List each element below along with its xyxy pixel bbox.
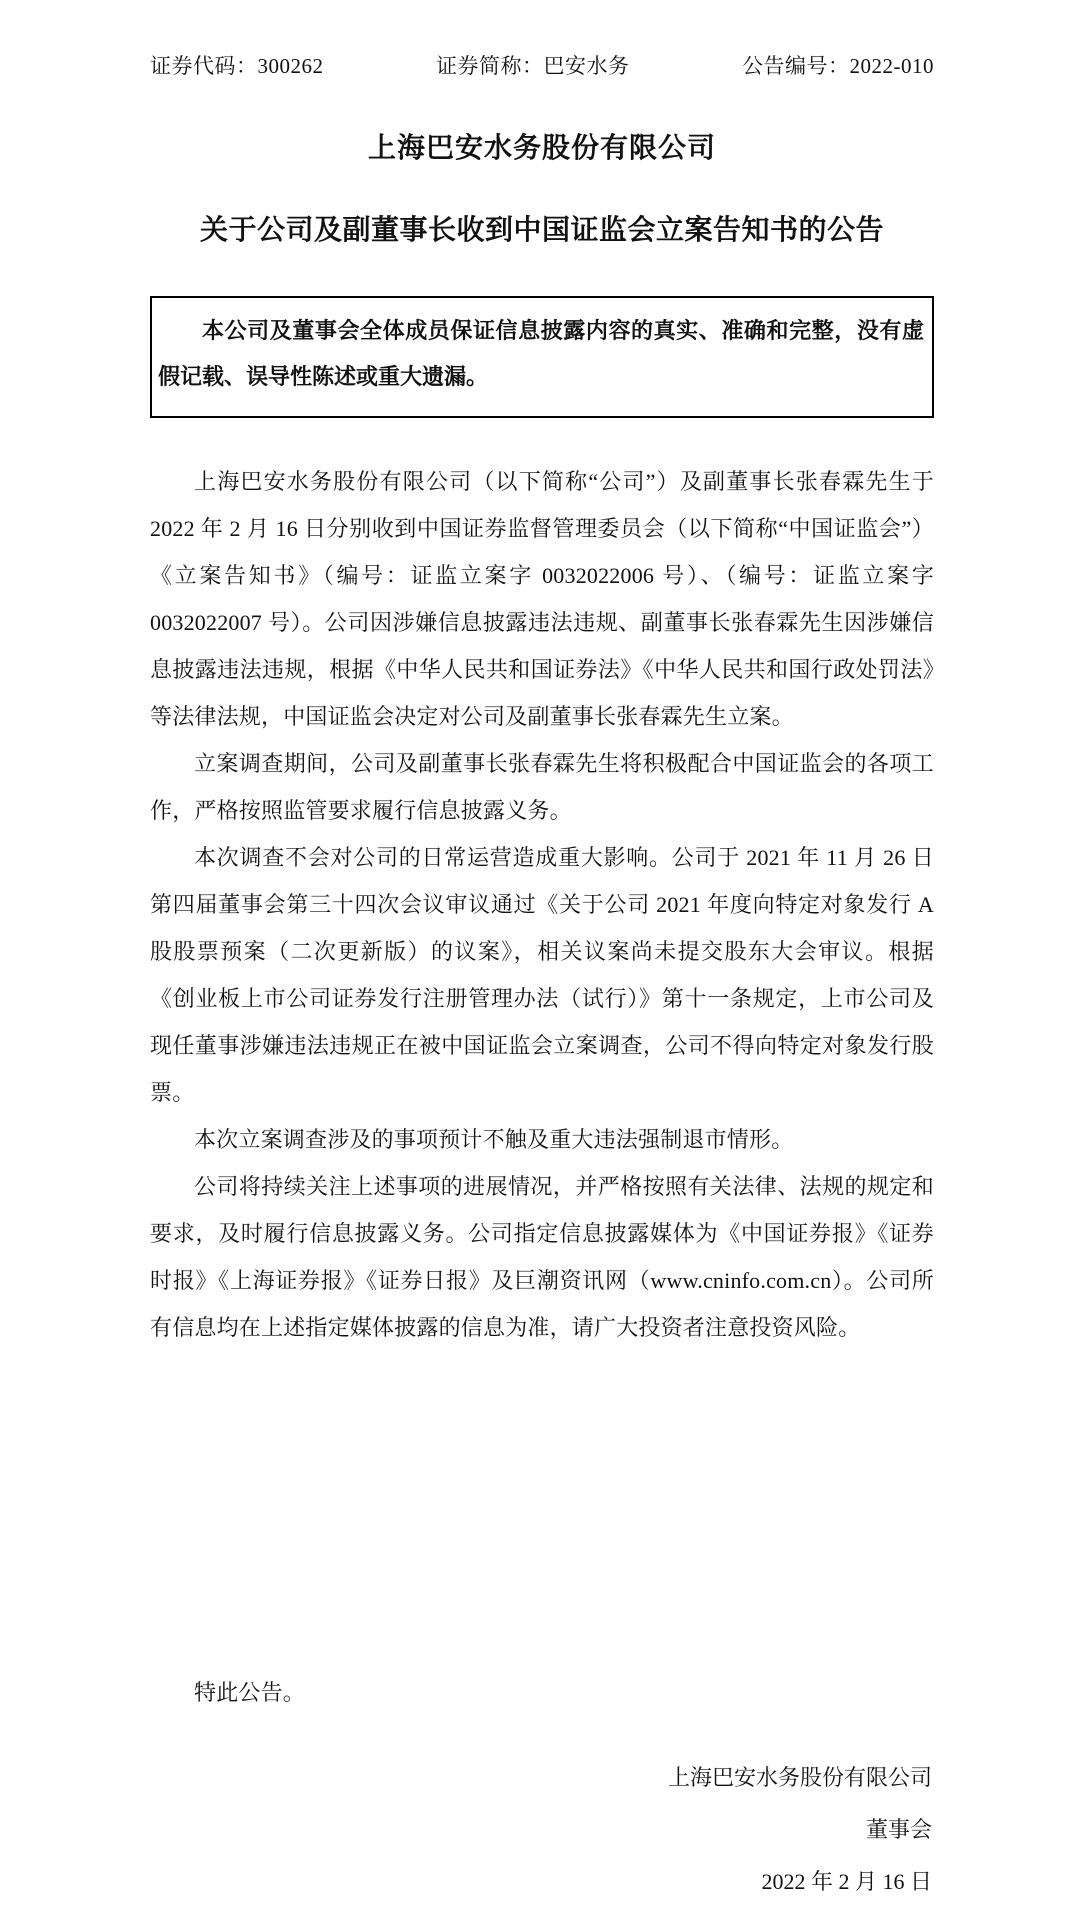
disclosure-statement-text: 本公司及董事会全体成员保证信息披露内容的真实、准确和完整，没有虚假记载、误导性陈述或重大遗漏。 <box>158 318 924 389</box>
body-paragraph-2: 立案调查期间，公司及副董事长张春霖先生将积极配合中国证监会的各项工作，严格按照监管要求履行信息披露义务。 <box>150 751 934 823</box>
body-paragraph-1: 上海巴安水务股份有限公司（以下简称“公司”）及副董事长张春霖先生于 2022 年 2 月 16 日分别收到中国证券监督管理委员会（以下简称“中国证监会”）《立案告知书》（编号：证监立案字 0032022006 号）、（编号：证监立案字 0032022007 号）。公司因涉嫌信息披露违法违规、副董事长张春霖先生因涉嫌信息披露违法违规，根据《中华人民共和国证券法》《中华人民共和国行政处罚法》等法律法规，中国证监会决定对公司及副董事长张春霖先生立案。 <box>150 469 934 729</box>
signature-company: 上海巴安水务股份有限公司 <box>667 1765 932 1790</box>
announcement-title: 关于公司及副董事长收到中国证监会立案告知书的公告 <box>199 215 884 246</box>
closing-line: 特此公告。 <box>194 1680 306 1705</box>
disclosure-statement-box <box>150 296 934 418</box>
body-paragraph-3: 本次调查不会对公司的日常运营造成重大影响。公司于 2021 年 11 月 26 日第四届董事会第三十四次会议审议通过《关于公司 2021 年度向特定对象发行 A 股股票预案（二次更新版）的议案》，相关议案尚未提交股东大会审议。根据《创业板上市公司证券发行注册管理办法（试行）》第十一条规定，上市公司及现任董事涉嫌违法违规正在被中国证监会立案调查，公司不得向特定对象发行股票。 <box>150 845 934 1105</box>
stock-code: 证券代码：300262 <box>150 54 324 78</box>
body-paragraph-5: 公司将持续关注上述事项的进展情况，并严格按照有关法律、法规的规定和要求，及时履行信息披露义务。公司指定信息披露媒体为《中国证券报》《证券时报》《上海证券报》《证券日报》及巨潮资讯网（www.cninfo.com.cn）。公司所有信息均在上述指定媒体披露的信息为准，请广大投资者注意投资风险。 <box>150 1174 934 1340</box>
stock-name: 证券简称：巴安水务 <box>436 54 630 78</box>
document-body <box>150 458 934 1716</box>
company-title: 上海巴安水务股份有限公司 <box>367 133 716 164</box>
signature-date: 2022 年 2 月 16 日 <box>761 1869 932 1894</box>
announcement-number: 公告编号：2022-010 <box>742 54 934 78</box>
signature-block <box>150 1752 934 1908</box>
document-header <box>150 50 934 80</box>
body-paragraph-4: 本次立案调查涉及的事项预计不触及重大违法强制退市情形。 <box>194 1127 794 1152</box>
signature-signer: 董事会 <box>865 1817 932 1842</box>
